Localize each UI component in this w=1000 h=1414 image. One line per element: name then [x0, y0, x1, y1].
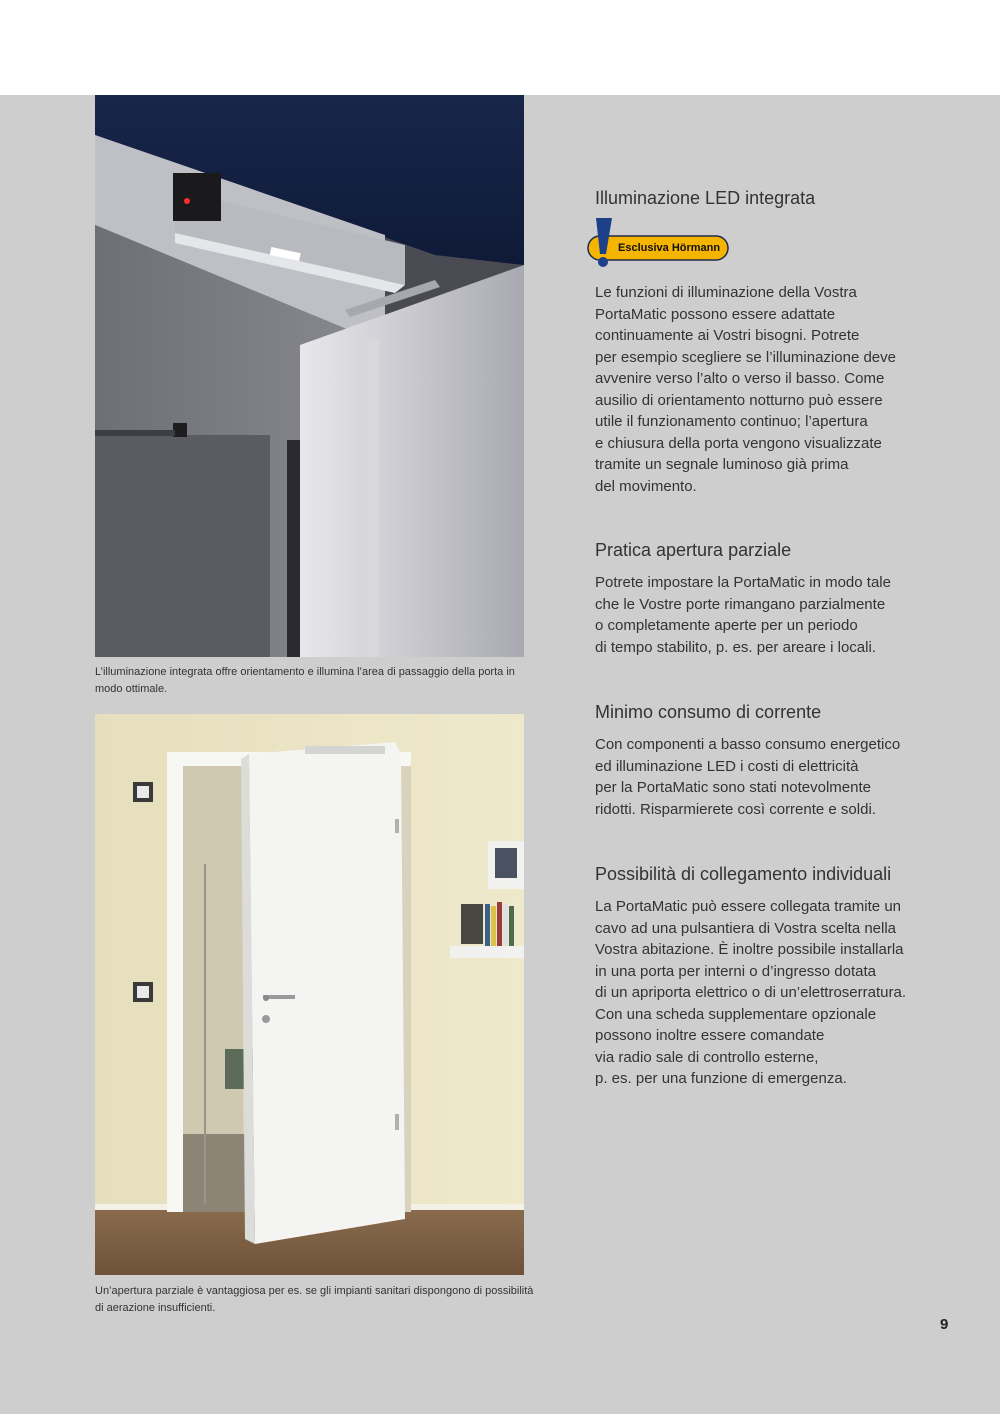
- page-number: 9: [940, 1316, 949, 1333]
- section-body: Le funzioni di illuminazione della Vostra PortaMatic possono essere adattate continuamente ai Vostri bisogni. Potrete per esempio scegliere se l’illuminazione deve avvenire verso l’alto o verso il basso. Come ausilio di orientamento notturno può essere utile il funzionamento continuo; l’apertura e chiusura della porta vengono visualizzate tramite un segnale luminoso già prima del movimento.: [595, 284, 896, 495]
- section-title: Minimo consumo di corrente: [595, 702, 822, 722]
- exclusive-badge: [586, 218, 731, 268]
- led-operator-illustration: [95, 95, 524, 657]
- section-title: Pratica apertura parziale: [595, 540, 792, 560]
- section-title: Illuminazione LED integrata: [595, 188, 816, 208]
- badge-label: Esclusiva Hörmann: [618, 242, 721, 254]
- photo-led-door-operator: [95, 95, 524, 657]
- section-body: La PortaMatic può essere collegata tramite un cavo ad una pulsantiera di Vostra scelta nella Vostra abitazione. È inoltre possibile installarla in una porta per interni o d’ingresso dotata di un apriporta elettrico o di un’elettroserratura. Con una scheda supplementare opzionale possono inoltre essere comandate via radio sale di controllo esterne, p. es. per una funzione di emergenza.: [595, 898, 907, 1087]
- section-body: Con componenti a basso consumo energetico ed illuminazione LED i costi di elettricità per la PortaMatic sono stati notevolmente ridotti. Risparmierete così corrente e soldi.: [595, 736, 901, 818]
- photo-caption: Un’apertura parziale è vantaggiosa per es. se gli impianti sanitari dispongono di possibilità di aerazione insufficienti.: [95, 1285, 534, 1314]
- photo-partially-open-door: [95, 714, 524, 1275]
- open-door-illustration: [95, 714, 524, 1275]
- section-title: Possibilità di collegamento individuali: [595, 864, 892, 884]
- section-body: Potrete impostare la PortaMatic in modo tale che le Vostre porte rimangano parzialmente o completamente aperte per un periodo di tempo stabilito, p. es. per areare i locali.: [595, 574, 891, 656]
- photo-caption: L’illuminazione integrata offre orientamento e illumina l’area di passaggio della porta in modo ottimale.: [95, 666, 515, 695]
